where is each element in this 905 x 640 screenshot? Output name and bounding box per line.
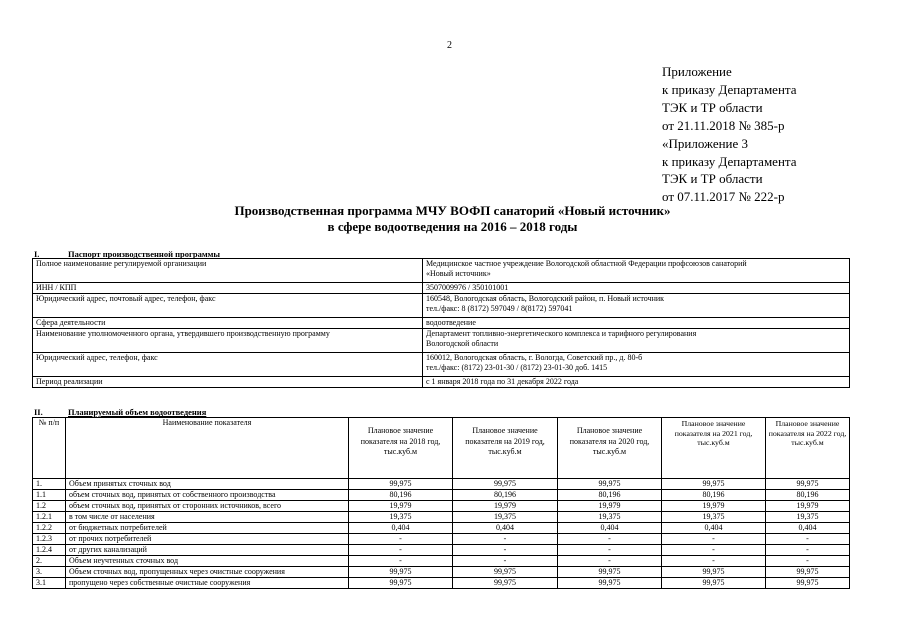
passport-label: Сфера деятельности	[33, 318, 423, 329]
row-value: 99,975	[453, 578, 558, 589]
row-number: 1.2.1	[33, 512, 66, 523]
passport-value: водоотведение	[423, 318, 850, 329]
row-indicator-name: Объем неучтенных сточных вод	[66, 556, 349, 567]
row-value: 99,975	[766, 567, 850, 578]
row-value: 99,975	[558, 479, 662, 490]
row-value: -	[453, 534, 558, 545]
row-value: 99,975	[453, 479, 558, 490]
row-value: 0,404	[453, 523, 558, 534]
volume-row	[33, 578, 850, 589]
row-value: -	[766, 556, 850, 567]
row-number: 3.1	[33, 578, 66, 589]
volume-row	[33, 479, 850, 490]
section-2-number: II.	[34, 407, 43, 417]
appendix-line: к приказу Департамента	[662, 153, 797, 169]
row-value: 99,975	[349, 567, 453, 578]
passport-value: 160012, Вологодская область, г. Вологда, Советский пр., д. 80-б тел./факс: (8172) 23-01-30 / (8172) 23-01-30 доб. 1415	[423, 353, 850, 377]
volume-row	[33, 512, 850, 523]
passport-label: Период реализации	[33, 377, 423, 388]
row-value: -	[349, 545, 453, 556]
row-value: 80,196	[766, 490, 850, 501]
passport-table	[32, 258, 850, 388]
row-value: 19,375	[453, 512, 558, 523]
row-value: -	[662, 545, 766, 556]
header-year-2021: Плановое значение показателя на 2021 год, тыс.куб.м	[662, 418, 766, 479]
row-value: 19,979	[349, 501, 453, 512]
row-value: 99,975	[558, 578, 662, 589]
row-value: 0,404	[766, 523, 850, 534]
title-line-1: Производственная программа МЧУ ВОФП санаторий «Новый источник»	[234, 203, 671, 218]
row-number: 1.2.4	[33, 545, 66, 556]
section-1-title: Паспорт производственной программы	[68, 249, 221, 259]
row-value: 19,375	[662, 512, 766, 523]
row-value: -	[558, 545, 662, 556]
row-value: 19,979	[766, 501, 850, 512]
appendix-line: «Приложение 3	[662, 135, 749, 151]
appendix-note	[662, 63, 797, 206]
row-value: -	[766, 534, 850, 545]
section-1-number: I.	[34, 249, 40, 259]
section-2-heading	[34, 407, 206, 417]
row-indicator-name: пропущено через собственные очистные сооружения	[66, 578, 349, 589]
row-indicator-name: Объем принятых сточных вод	[66, 479, 349, 490]
row-number: 2.	[33, 556, 66, 567]
appendix-line: ТЭК и ТР области	[662, 171, 763, 187]
row-number: 1.2.3	[33, 534, 66, 545]
row-value: 99,975	[662, 479, 766, 490]
volume-row	[33, 490, 850, 501]
volume-row	[33, 567, 850, 578]
passport-value: Департамент топливно-энергетического комплекса и тарифного регулирования Вологодской области	[423, 329, 850, 353]
passport-label: Юридический адрес, телефон, факс	[33, 353, 423, 377]
row-value: 19,375	[349, 512, 453, 523]
row-indicator-name: в том числе от населения	[66, 512, 349, 523]
appendix-line: ТЭК и ТР области	[662, 99, 763, 115]
passport-row	[33, 318, 850, 329]
passport-label: ИНН / КПП	[33, 283, 423, 294]
volume-header-row	[33, 418, 850, 479]
appendix-line: от 07.11.2017 № 222-р	[662, 189, 785, 205]
row-value: -	[662, 556, 766, 567]
passport-row	[33, 294, 850, 318]
row-value: 0,404	[558, 523, 662, 534]
header-year-2020: Плановое значение показателя на 2020 год, тыс.куб.м	[558, 418, 662, 479]
row-number: 1.2	[33, 501, 66, 512]
row-value: -	[349, 556, 453, 567]
row-value: 0,404	[349, 523, 453, 534]
row-value: 19,375	[558, 512, 662, 523]
row-indicator-name: от других канализаций	[66, 545, 349, 556]
row-indicator-name: Объем сточных вод, пропущенных через очистные сооружения	[66, 567, 349, 578]
passport-label: Юридический адрес, почтовый адрес, телефон, факс	[33, 294, 423, 318]
row-number: 1.	[33, 479, 66, 490]
row-value: 80,196	[453, 490, 558, 501]
row-value: -	[349, 534, 453, 545]
row-value: 19,375	[766, 512, 850, 523]
row-value: 99,975	[766, 578, 850, 589]
passport-value: 160548, Вологодская область, Вологодский район, п. Новый источник тел./факс: 8 (8172) 597049 / 8(8172) 597041	[423, 294, 850, 318]
row-value: 99,975	[558, 567, 662, 578]
passport-value: 3507009976 / 350101001	[423, 283, 850, 294]
title-line-2: в сфере водоотведения на 2016 – 2018 годы	[327, 219, 578, 234]
passport-row	[33, 377, 850, 388]
volume-table	[32, 417, 850, 589]
row-value: 80,196	[349, 490, 453, 501]
passport-label: Наименование уполномоченного органа, утвердившего производственную программу	[33, 329, 423, 353]
passport-value: с 1 января 2018 года по 31 декабря 2022 года	[423, 377, 850, 388]
section-2-title: Планируемый объем водоотведения	[68, 407, 207, 417]
volume-row	[33, 534, 850, 545]
row-value: 99,975	[662, 567, 766, 578]
header-year-2018: Плановое значение показателя на 2018 год, тыс.куб.м	[349, 418, 453, 479]
row-value: 99,975	[766, 479, 850, 490]
header-num: № п/п	[33, 418, 66, 479]
row-value: -	[662, 534, 766, 545]
passport-row	[33, 329, 850, 353]
passport-row	[33, 259, 850, 283]
header-name: Наименование показателя	[66, 418, 349, 479]
row-number: 3.	[33, 567, 66, 578]
row-value: 19,979	[453, 501, 558, 512]
row-indicator-name: объем сточных вод, принятых от собственного производства	[66, 490, 349, 501]
row-value: 19,979	[558, 501, 662, 512]
appendix-line: от 21.11.2018 № 385-р	[662, 117, 785, 133]
document-title	[0, 203, 905, 235]
row-value: 80,196	[662, 490, 766, 501]
passport-row	[33, 353, 850, 377]
volume-row	[33, 501, 850, 512]
row-value: 99,975	[453, 567, 558, 578]
row-value: -	[558, 556, 662, 567]
volume-row	[33, 523, 850, 534]
row-value: -	[558, 534, 662, 545]
row-value: 99,975	[662, 578, 766, 589]
row-value: -	[766, 545, 850, 556]
row-value: 99,975	[349, 578, 453, 589]
appendix-line: к приказу Департамента	[662, 81, 797, 97]
header-year-2022: Плановое значение показателя на 2022 год, тыс.куб.м	[766, 418, 850, 479]
passport-label: Полное наименование регулируемой организации	[33, 259, 423, 283]
appendix-line: Приложение	[662, 64, 732, 79]
passport-value: Медицинское частное учреждение Вологодской областной Федерации профсоюзов санаторий «Новый источник»	[423, 259, 850, 283]
row-value: -	[453, 556, 558, 567]
row-value: 80,196	[558, 490, 662, 501]
row-number: 1.2.2	[33, 523, 66, 534]
row-value: 0,404	[662, 523, 766, 534]
passport-row	[33, 283, 850, 294]
row-value: -	[453, 545, 558, 556]
row-indicator-name: от прочих потребителей	[66, 534, 349, 545]
row-indicator-name: от бюджетных потребителей	[66, 523, 349, 534]
row-indicator-name: объем сточных вод, принятых от сторонних источников, всего	[66, 501, 349, 512]
row-value: 99,975	[349, 479, 453, 490]
row-value: 19,979	[662, 501, 766, 512]
volume-row	[33, 545, 850, 556]
row-number: 1.1	[33, 490, 66, 501]
page-number: 2	[447, 40, 452, 51]
volume-row	[33, 556, 850, 567]
header-year-2019: Плановое значение показателя на 2019 год, тыс.куб.м	[453, 418, 558, 479]
